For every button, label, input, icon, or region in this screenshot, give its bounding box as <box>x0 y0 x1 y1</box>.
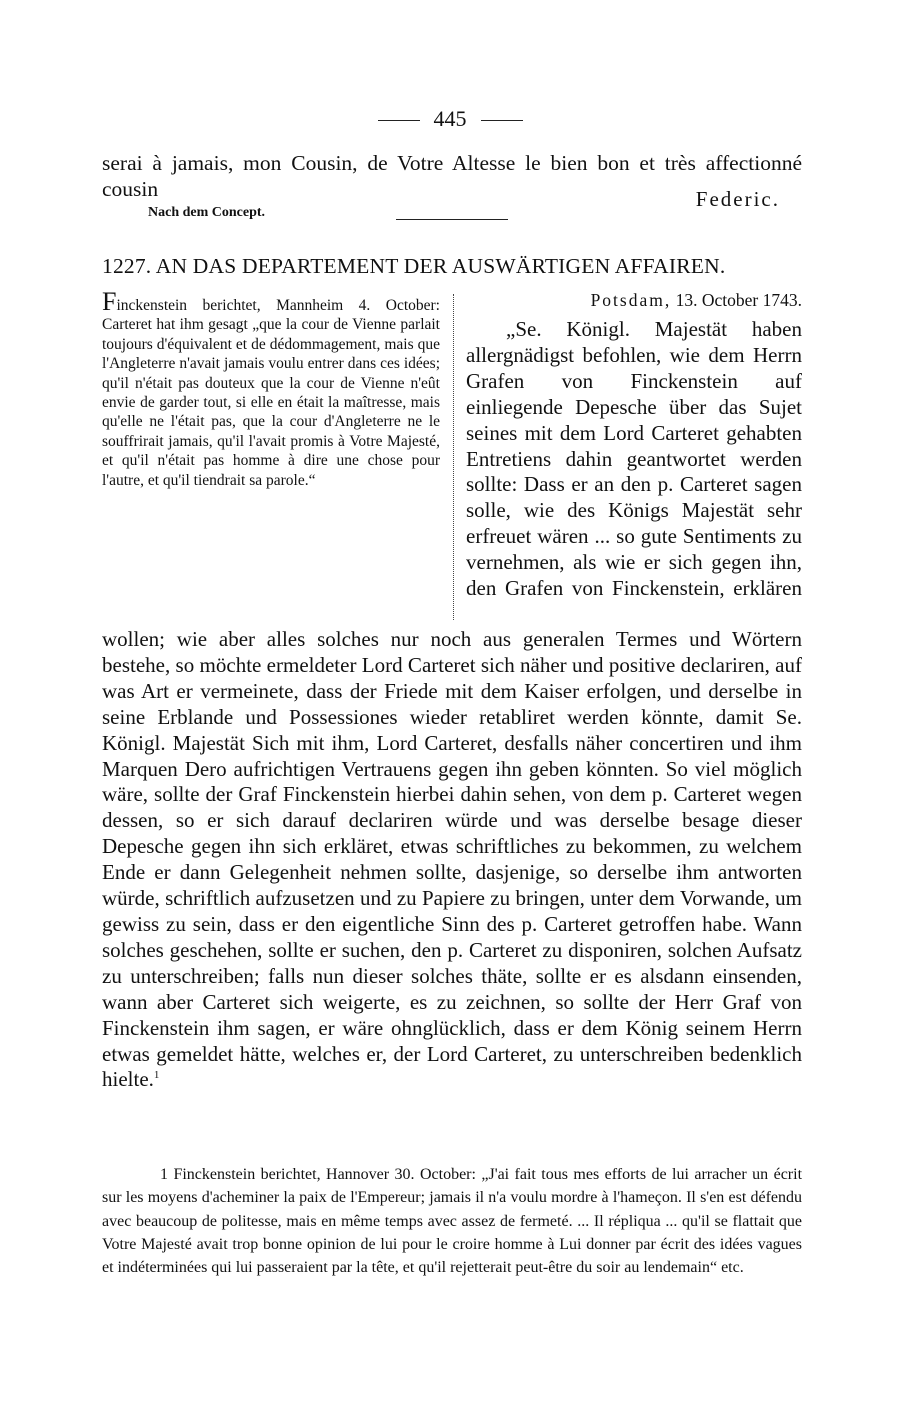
rescript-body <box>102 627 802 1093</box>
page-number: 445 <box>433 106 467 131</box>
header-rule-left <box>378 120 420 121</box>
summary-dropcap: F <box>102 287 117 316</box>
dateline-date: 13. October 1743. <box>675 290 802 310</box>
letter-closing <box>102 150 802 211</box>
footnote <box>102 1163 802 1279</box>
dateline <box>466 290 802 311</box>
document-number: 1227. <box>102 254 152 278</box>
summary-text: inckenstein berichtet, Mannheim 4. October: Carteret hat ihm gesagt „que la cour de Vienne parlait toujours d'équivalent et de dédommagement, mais que l'Angleterre n'avait jamais voulu entrer dans ces idées; qu'il n'était pas douteux que la cour de Vienne n'eût envie de garder tout, si elle en était la maîtresse, mais qu'elle ne l'était pas, que la cour d'Angleterre ne le souffrirait jamais, qu'il l'avait promis à Votre Majesté, et qu'il n'était pas homme à dire une chose pour l'autre, et qu'il tiendrait sa parole.“ <box>102 297 440 489</box>
footnote-reference: 1 <box>153 1069 160 1082</box>
document-heading <box>102 254 802 279</box>
document-summary <box>102 287 440 490</box>
header-rule-right <box>481 120 523 121</box>
rescript-opening: „Se. Königl. Majestät haben allergnädigst befohlen, wie dem Herrn Grafen von Finckenstein auf einliegende Depesche über das Sujet seines mit dem Lord Carteret gehabten Entretiens dahin geantwortet werden sollte: Dass er an den p. Carteret sagen solle, wie des Königs Majestät sehr erfreuet wären ... so gute Sentiments zu vernehmen, als wie er sich gegen ihn, den Grafen von Finckenstein, erklären <box>466 317 802 601</box>
rescript-continued-text: wollen; wie aber alles solches nur noch aus generalen Termes und Wörtern bestehe, so möchte ermeldeter Lord Carteret sich näher und positive declariren, auf was Art er vermeinete, dass der Friede mit dem Kaiser erfolgen, und derselbe in seine Erblande und Possessiones wieder retabliret werden könnte, damit Se. Königl. Majestät Sich mit ihm, Lord Carteret, desfalls näher concertiren und ihm Marquen Dero aufrichtigen Vertrauens gegen ihn geben könnten. So viel möglich wäre, sollte der Graf Finckenstein hierbei dahin sehen, von dem p. Carteret wegen dessen, so er sich darauf declariren würde und was derselbe besage dieser Depesche gegen ihn sich erkläret, etwas schriftliches zu bekommen, zu welchem Ende er dann Gelegenheit nehmen sollte, dasjenige, so derselbe ihm antworten würde, schriftlich aufzusetzen und zu Papiere zu bringen, unter dem Vorwande, um gewiss zu sein, dass er den eigentliche Sinn des p. Carteret getroffen habe. Wann solches geschehen, sollte er suchen, den p. Carteret zu disponiren, solchen Aufsatz zu unterschreiben; falls nun dieser solches thäte, sollte er es alsdann einsenden, wann aber Carteret sich weigerte, es zu zeichnen, so sollte der Herr Graf von Finckenstein ihm sagen, er wäre ohnglücklich, dass er dem König seinem Herrn etwas gemeldet hätte, welches er, der Lord Carteret, zu unterschreiben bedenklich hielte. <box>102 627 802 1092</box>
footnote-text: Finckenstein berichtet, Hannover 30. October: „J'ai fait tous mes efforts de lui arracher un écrit sur les moyens d'acheminer la paix de l'Empereur; jamais il n'a voulu mordre à l'hameçon. Il s'en est défendu avec beaucoup de politesse, mais en même temps avec assez de fermeté. ... Il répliqua ... qu'il se flattait que Votre Majesté avait trop bonne opinion de lui pour le croire homme à Lui donner par écrit des idées vagues et indéterminées qui lui passeraient par la tête, et qu'il rejetterait peut-être du soir au lendemain“ etc. <box>102 1166 803 1277</box>
footnote-marker: 1 <box>160 1166 168 1183</box>
page-header <box>0 106 900 132</box>
separator-line <box>396 219 508 220</box>
signature: Federic. <box>695 187 780 211</box>
column-divider <box>453 294 454 620</box>
source-note: Nach dem Concept. <box>148 205 266 220</box>
dateline-place: Potsdam, <box>590 290 672 310</box>
closing-text: serai à jamais, mon Cousin, de Votre Altesse le bien bon et très affectionné cousin <box>102 151 802 201</box>
document-title: AN DAS DEPARTEMENT DER AUSWÄRTIGEN AFFAIREN. <box>155 254 726 278</box>
